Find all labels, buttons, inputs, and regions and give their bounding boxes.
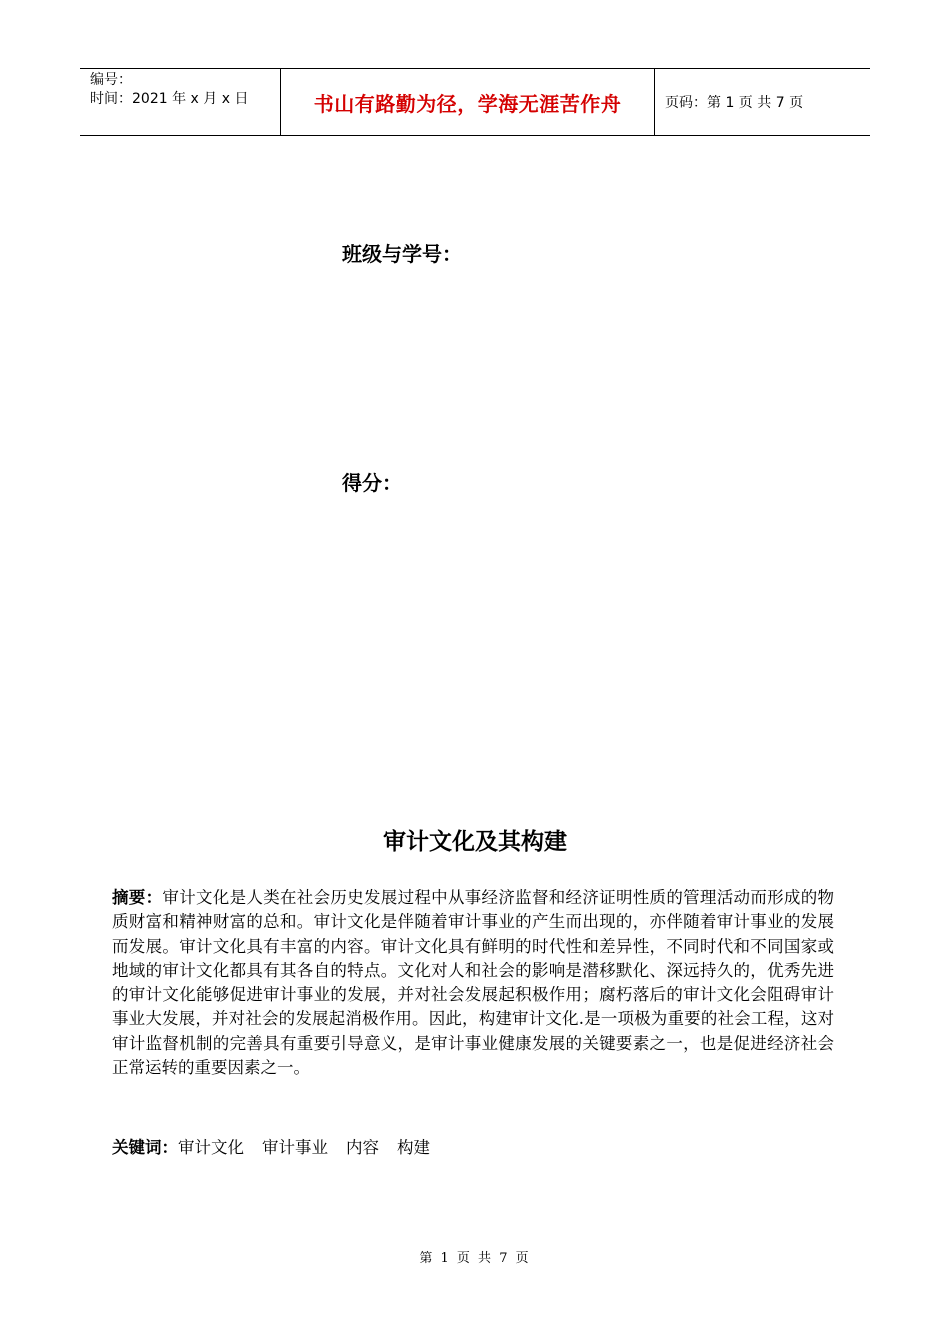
abstract-paragraph [112, 886, 834, 1080]
abstract-label: 摘要： [112, 888, 163, 907]
class-id-label: 班级与学号： [342, 242, 462, 266]
keyword: 内容 [346, 1138, 379, 1157]
keyword: 审计文化 [178, 1138, 244, 1157]
page-footer: 第 1 页 共 7 页 [419, 1251, 531, 1266]
header-page-cell [655, 69, 870, 135]
header-motto: 书山有路勤为径，学海无涯苦作舟 [313, 91, 622, 116]
keywords-label: 关键词： [112, 1138, 178, 1157]
header-page-info: 页码：第 1 页 共 7 页 [665, 95, 804, 111]
keyword: 审计事业 [262, 1138, 328, 1157]
abstract-text: 审计文化是人类在社会历史发展过程中从事经济监督和经济证明性质的管理活动而形成的物质财富和精神财富的总和。审计文化是伴随着审计事业的产生而出现的，亦伴随着审计事业的发展而发展。审计文化具有丰富的内容。审计文化具有鲜明的时代性和差异性，不同时代和不同国家或地域的审计文化都具有其各自的特点。文化对人和社会的影响是潜移默化、深远持久的，优秀先进的审计文化能够促进审计事业的发展，并对社会发展起积极作用；腐朽落后的审计文化会阻碍审计事业大发展，并对社会的发展起消极作用。因此，构建审计文化.是一项极为重要的社会工程，这对审计监督机制的完善具有重要引导意义，是审计事业健康发展的关键要素之一，也是促进经济社会正常运转的重要因素之一。 [112, 888, 835, 1078]
document-date-label: 时间：2021 年 x 月 x 日 [90, 91, 249, 107]
header-motto-cell [281, 69, 655, 135]
keyword: 构建 [397, 1138, 430, 1157]
document-number-label: 编号： [90, 72, 132, 88]
header-table [80, 68, 870, 136]
keywords-line [112, 1134, 448, 1158]
score-label: 得分： [342, 471, 402, 495]
header-meta-cell [80, 69, 281, 135]
document-title: 审计文化及其构建 [383, 829, 567, 855]
